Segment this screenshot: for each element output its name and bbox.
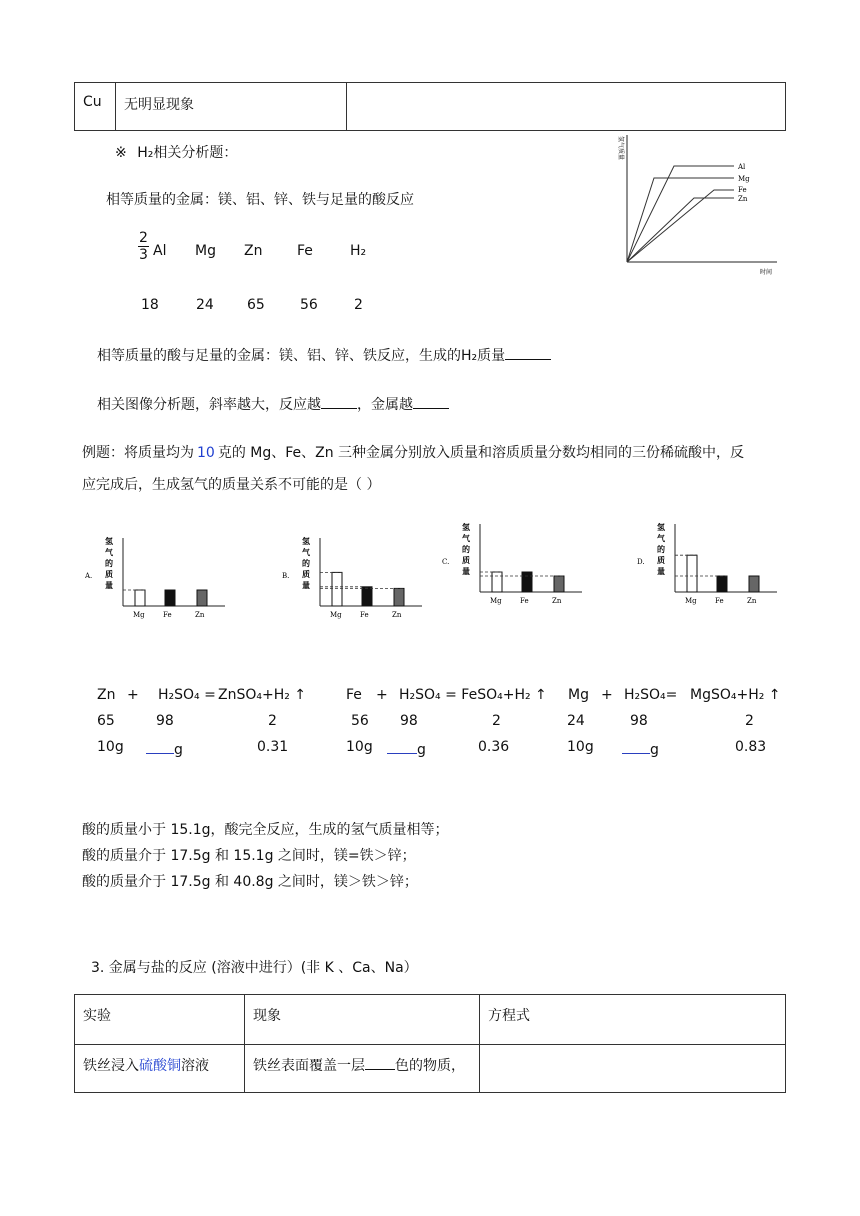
eq-g1: 10g (346, 739, 373, 755)
eq-m1: 56 (351, 713, 369, 729)
example-mass: 10 (197, 445, 215, 461)
y-axis-label-char: 氢 (105, 536, 113, 546)
h2-line1: 相等质量的金属：镁、铝、锌、铁与足量的酸反应 (106, 192, 414, 208)
bar-option-chart (637, 516, 787, 612)
bar-fe (165, 590, 175, 606)
conclusion-1: 酸的质量小于 15.1g，酸完全反应，生成的氢气质量相等； (82, 822, 449, 838)
bar-zn (197, 590, 207, 606)
eq-acid: H₂SO₄= (624, 687, 678, 703)
y-axis-label-char: 量 (302, 580, 310, 590)
series-label-zn: Zn (738, 195, 748, 203)
header-phenomenon: 现象 (245, 995, 480, 1045)
bar-option-chart (442, 516, 592, 612)
example-line1: 例题：将质量均为 10 克的 Mg、Fe、Zn 三种金属分别放入质量和溶质质量分数均相同的三份稀硫酸中，反 (82, 445, 745, 461)
category-label: Zn (392, 611, 402, 619)
y-axis-label-char: 的 (105, 558, 113, 568)
category-label: Mg (490, 597, 502, 605)
eq-product: ZnSO₄+H₂ ↑ (218, 687, 307, 703)
y-axis-label-char: 的 (462, 544, 470, 554)
eq-g2: g (622, 739, 659, 758)
eq-g1: 10g (567, 739, 594, 755)
bar-fe (717, 576, 727, 592)
bar-option-chart (282, 530, 432, 626)
bar-zn (554, 576, 564, 592)
cell-phenomenon: 铁丝表面覆盖一层 色的物质， (245, 1045, 480, 1093)
fraction: $\frac{2}{3}$ (139, 230, 148, 263)
option-letter: C. (442, 558, 450, 566)
eq-m3: 2 (745, 713, 754, 729)
y-axis-label-char: 量 (105, 580, 113, 590)
y-axis-label-char: 氢 (657, 522, 665, 532)
table-row (75, 1045, 786, 1093)
y-axis-label-char: 气 (105, 547, 113, 557)
eq-acid: H₂SO₄ = (158, 687, 216, 703)
eq-plus: + (127, 687, 139, 703)
h2-line2: 相等质量的酸与足量的金属：镁、铝、锌、铁反应，生成的H₂质量 (97, 345, 551, 365)
eq-metal: Zn (97, 687, 116, 703)
header-experiment: 实验 (75, 995, 245, 1045)
conclusion-3: 酸的质量介于 17.5g 和 40.8g 之间时，镁＞铁＞锌； (82, 874, 418, 890)
cell-phenomenon: 无明显现象 (116, 83, 347, 131)
y-axis-label-char: 氢 (462, 522, 470, 532)
answer-blank (321, 394, 357, 409)
eq-plus: + (376, 687, 388, 703)
eq-acid: H₂SO₄ = FeSO₄+H₂ ↑ (399, 687, 547, 703)
salt-table (74, 994, 786, 1093)
category-label: Fe (520, 597, 529, 605)
eq-metal: Mg (568, 687, 589, 703)
h2-line3: 相关图像分析题，斜率越大，反应越 ，金属越 (97, 394, 449, 414)
h2-time-graph (612, 130, 782, 280)
y-axis-label-char: 气 (302, 547, 310, 557)
header-equation: 方程式 (480, 995, 786, 1045)
bar-option-chart (85, 530, 235, 626)
eq-m1: 65 (97, 713, 115, 729)
bar-fe (362, 587, 372, 606)
category-label: Mg (133, 611, 145, 619)
series-label-al: Al (738, 163, 746, 171)
y-axis-label-char: 的 (657, 544, 665, 554)
bar-mg (332, 572, 342, 606)
y-axis-label: 氢气质量 (617, 136, 624, 161)
cell-equation (480, 1045, 786, 1093)
category-label: Zn (747, 597, 757, 605)
cell-metal: Cu (75, 83, 116, 131)
section3-title: 3. 金属与盐的反应 (溶液中进行）(非 K 、Ca、Na） (91, 960, 418, 976)
eq-m3: 2 (268, 713, 277, 729)
mass-zn: 65 (247, 297, 265, 313)
y-axis-label-char: 气 (657, 533, 665, 543)
eq-g3: 0.31 (257, 739, 289, 755)
answer-blank (413, 394, 449, 409)
metal-al: Al (153, 243, 167, 259)
y-axis-label-char: 氢 (302, 536, 310, 546)
bar-mg (687, 555, 697, 592)
h2-heading-text: H₂相关分析题： (137, 145, 238, 161)
bar-zn (749, 576, 759, 592)
bar-zn (394, 588, 404, 606)
metal-zn: Zn (244, 243, 263, 259)
y-axis-label-char: 质 (462, 555, 470, 565)
bar-mg (492, 572, 502, 592)
eq-g2: g (146, 739, 183, 758)
category-label: Zn (552, 597, 562, 605)
eq-plus: + (601, 687, 613, 703)
category-label: Fe (163, 611, 172, 619)
y-axis-label-char: 气 (462, 533, 470, 543)
copper-sulfate-text: 硫酸铜 (139, 1058, 181, 1074)
x-axis-label: 时间 (760, 269, 773, 276)
h2-heading (115, 142, 237, 162)
option-letter: B. (282, 572, 290, 580)
y-axis-label-char: 质 (105, 569, 113, 579)
eq-g3: 0.36 (478, 739, 510, 755)
category-label: Fe (715, 597, 724, 605)
eq-m1: 24 (567, 713, 585, 729)
option-letter: D. (637, 558, 645, 566)
answer-blank (505, 345, 551, 360)
category-label: Mg (685, 597, 697, 605)
answer-blank (365, 1055, 395, 1070)
cell-equation (347, 83, 786, 131)
metal-h2: H₂ (350, 243, 367, 259)
series-label-fe: Fe (738, 186, 747, 194)
eq-product: MgSO₄+H₂ ↑ (690, 687, 781, 703)
eq-m2: 98 (400, 713, 418, 729)
eq-g2: g (387, 739, 426, 758)
eq-m3: 2 (492, 713, 501, 729)
y-axis-label-char: 量 (462, 566, 470, 576)
eq-g3: 0.83 (735, 739, 767, 755)
y-axis-label-char: 量 (657, 566, 665, 576)
mass-mg: 24 (196, 297, 214, 313)
metal-fe: Fe (297, 243, 313, 259)
eq-m2: 98 (630, 713, 648, 729)
bar-mg (135, 590, 145, 606)
mass-al: 18 (141, 297, 159, 313)
category-label: Zn (195, 611, 205, 619)
option-letter: A. (85, 572, 93, 580)
y-axis-label-char: 质 (302, 569, 310, 579)
metal-mg: Mg (195, 243, 216, 259)
mass-h2: 2 (354, 297, 363, 313)
reference-mark: ※ (115, 145, 127, 161)
bar-fe (522, 572, 532, 592)
example-line2: 应完成后，生成氢气的质量关系不可能的是（ ） (82, 477, 381, 493)
conclusion-2: 酸的质量介于 17.5g 和 15.1g 之间时，镁=铁＞锌； (82, 848, 416, 864)
eq-m2: 98 (156, 713, 174, 729)
eq-metal: Fe (346, 687, 362, 703)
mass-fe: 56 (300, 297, 318, 313)
category-label: Fe (360, 611, 369, 619)
cell-experiment: 铁丝浸入硫酸铜溶液 (75, 1045, 245, 1093)
top-table (74, 82, 786, 131)
category-label: Mg (330, 611, 342, 619)
eq-g1: 10g (97, 739, 124, 755)
y-axis-label-char: 质 (657, 555, 665, 565)
series-label-mg: Mg (738, 175, 750, 183)
y-axis-label-char: 的 (302, 558, 310, 568)
